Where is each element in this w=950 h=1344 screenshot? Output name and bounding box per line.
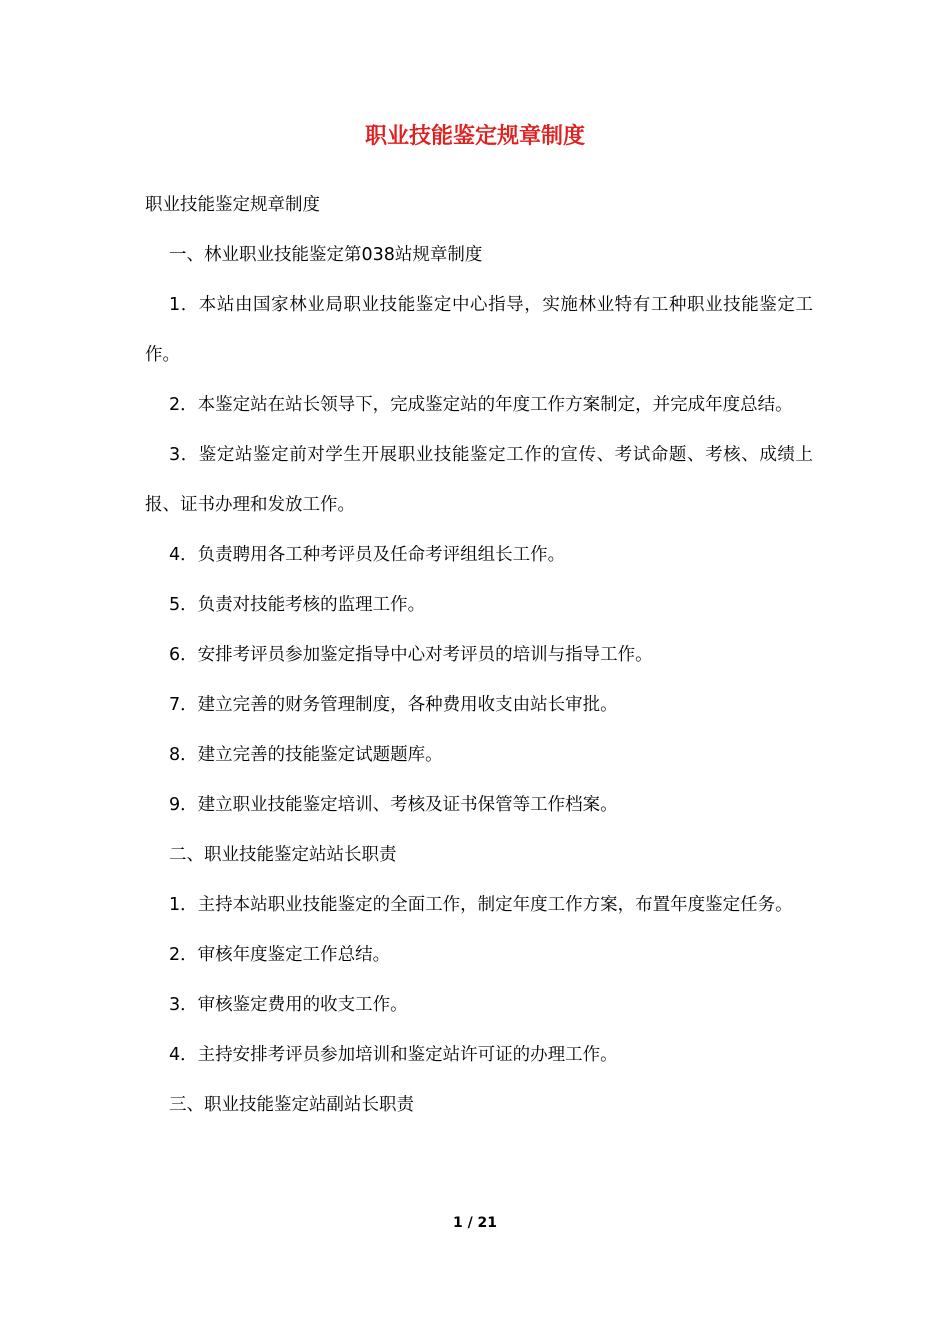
document-title: 职业技能鉴定规章制度 (364, 124, 585, 149)
paragraph: 6．安排考评员参加鉴定指导中心对考评员的培训与指导工作。 (169, 645, 653, 665)
paragraph: 4．主持安排考评员参加培训和鉴定站许可证的办理工作。 (169, 1045, 618, 1065)
paragraph-heading: 职业技能鉴定规章制度 (145, 195, 320, 215)
paragraph: 1．主持本站职业技能鉴定的全面工作，制定年度工作方案，布置年度鉴定任务。 (169, 895, 793, 915)
paragraph: 4．负责聘用各工种考评员及任命考评组组长工作。 (169, 545, 566, 565)
paragraph: 1．本站由国家林业局职业技能鉴定中心指导，实施林业特有工种职业技能鉴定工作。 (145, 295, 813, 365)
paragraph: 2．本鉴定站在站长领导下，完成鉴定站的年度工作方案制定，并完成年度总结。 (169, 395, 793, 415)
paragraph: 9．建立职业技能鉴定培训、考核及证书保管等工作档案。 (169, 795, 618, 815)
page-number: 1 / 21 (452, 1215, 498, 1231)
document-body (145, 180, 813, 1130)
paragraph: 8．建立完善的技能鉴定试题题库。 (169, 745, 443, 765)
section-heading-2: 二、职业技能鉴定站站长职责 (169, 845, 397, 865)
paragraph: 5．负责对技能考核的监理工作。 (169, 595, 426, 615)
paragraph: 3．审核鉴定费用的收支工作。 (169, 995, 408, 1015)
section-heading-3: 三、职业技能鉴定站副站长职责 (169, 1095, 414, 1115)
section-heading-1: 一、林业职业技能鉴定第038站规章制度 (169, 245, 483, 265)
paragraph: 3．鉴定站鉴定前对学生开展职业技能鉴定工作的宣传、考试命题、考核、成绩上报、证书办理和发放工作。 (145, 445, 813, 515)
paragraph: 2．审核年度鉴定工作总结。 (169, 945, 391, 965)
paragraph: 7．建立完善的财务管理制度，各种费用收支由站长审批。 (169, 695, 618, 715)
